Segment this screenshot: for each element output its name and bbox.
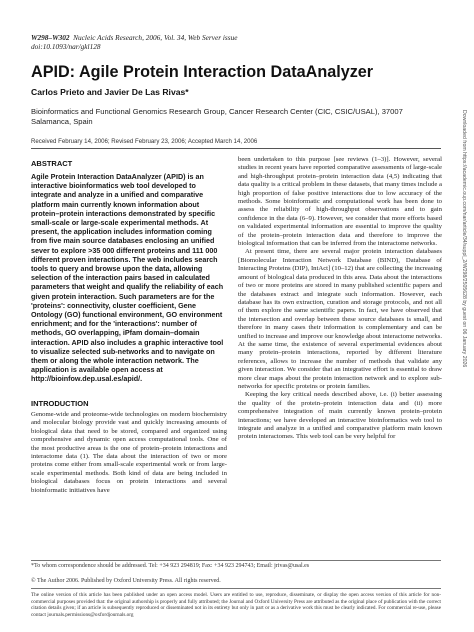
authors: Carlos Prieto and Javier De Las Rivas* [31, 87, 189, 97]
article-title: APID: Agile Protein Interaction DataAnalyzer [31, 63, 374, 81]
introduction-text: Genome-wide and proteome-wide technologies on modern biochemistry and molecular biology provide vast and quickly increasing amounts of biological data that need to be stored, compared and organized using comprehensive and dynamic open access computational tools. One of the most productive areas is the one of protein–protein interactions and interactome data (1). The data about the interaction of two or more proteins come either from small-scale experimental work or from large-scale experimental methods. Both kind of data are being included in biological databases focus on protein interactions and several bioinformatic initiatives have [31, 411, 227, 494]
introduction-heading: INTRODUCTION [31, 399, 89, 408]
header-divider [31, 148, 441, 149]
abstract-heading: ABSTRACT [31, 159, 73, 168]
license-divider [31, 588, 441, 589]
download-stamp: Downloaded from https://academic.oup.com/nar/article/34/suppl_2/W298/2505628 by guest on 06 January 2026 [461, 110, 467, 368]
journal-header [31, 33, 237, 51]
copyright-notice: © The Author 2006. Published by Oxford University Press. All rights reserved. [31, 578, 221, 584]
footnote-divider [31, 560, 441, 561]
right-column [238, 156, 442, 442]
doi: doi:10.1093/nar/gkl128 [31, 42, 101, 51]
paragraph: At present time, there are several major protein interaction databases [Biomolecular Interaction Network Database (BIND), Database of Interacting Proteins (DIP), IntAct] (10–12) that are collecting the increasing amount of biological data produced in this area. Data about the interactions of two or more proteins are stored in many published scientific papers and the databases extract and integrate such information. However, each database has its own extraction, curation and storage protocols, and not all of them explore the same scientific papers. In fact, we have observed that the intersection and overlap between these source databases is small, and therefore in many cases their information is complementary and can be unified to increase and improve our knowledge about interactome networks. At the same time, the existence of several experimental evidences about many protein–protein interactions, reported by different literature references, allows to increase the number of methods that validate any given interaction. We consider that an integrative effort is essential to draw more clear maps about the protein interaction network and to explore sub-networks for specific proteins or protein families. [238, 248, 442, 390]
journal-citation: Nucleic Acids Research, 2006, Vol. 34, Web Server issue [73, 33, 238, 42]
page-range: W298–W302 [31, 33, 70, 42]
open-access-license: The online version of this article has been published under an open access model. Users are entitled to use, reproduce, disseminate, or display the open access version of this article for non-commercial purposes provided that: the original authorship is properly and fully attributed; the Journal and Oxford University Press are attributed as the original place of publication with the correct citation details given; if an article is subsequently reproduced or disseminated not in its entirety but only in part or as a derivative work this must be clearly indicated. For commercial re-use, please contact journals.permissions@oxfordjournals.org [31, 592, 441, 618]
received-dates: Received February 14, 2006; Revised February 23, 2006; Accepted March 14, 2006 [31, 138, 258, 145]
paragraph: Keeping the key critical needs described above, i.e. (i) better assessing the quality of the protein–protein interaction data and (ii) more comprehensive integration of main currently known protein–protein interactions; we have developed an interactive bioinformatics web tool to integrate and analyze in a unified and comparative platform main known protein interactomes. This web tool can be very helpful for [238, 391, 442, 441]
correspondence-footnote: *To whom correspondence should be addressed. Tel: +34 923 294819; Fax: +34 923 294743; Email: jrivas@usal.es [31, 563, 310, 569]
abstract-text: Agile Protein Interaction DataAnalyzer (APID) is an interactive bioinformatics web tool developed to integrate and analyze in a unified and comparative platform main currently known information about protein–protein interactions demonstrated by specific small-scale or large-scale experimental methods. At present, the application includes information coming from five main source databases enclosing an unified sever to explore >35 000 different proteins and 111 000 different proven interactions. The web includes search tools to query and browse upon the data, allowing selection of the interaction pairs based in calculated parameters that weight and qualify the reliability of each given protein interaction. Such parameters are for the 'proteins': connectivity, cluster coefficient, Gene Ontology (GO) functional environment, GO environment enrichment; and for the 'interactions': number of methods, GO overlapping, iPfam domain–domain interaction. APID also includes a graphic interactive tool to visualize selected sub-networks and to navigate on them or along the whole interaction network. The application is available open access at http://bioinfow.dep.usal.es/apid/. [31, 172, 224, 384]
paragraph: been undertaken to this purpose [see reviews (1–3)]. However, several studies in recent years have reported comparative assessments of large-scale and high-throughput protein–protein interaction data (4,5) indicating that data quality is a critical problem in these datasets, that many times include a high proportion of false positive interactions due to low accuracy of the methods. Some bioinformatic and computational work has been done to assess the reliability of high-throughput observations and to gain confidence in the data (6–9). However, we consider that more efforts based on validated experimental information are essential to improve the quality of the protein–protein interaction data and therefore to improve the biological information that can be inferred from the interactome networks. [238, 156, 442, 248]
affiliation: Bioinformatics and Functional Genomics Research Group, Cancer Research Center (CIC, CSIC/USAL), 37007 Salamanca, Spain [31, 107, 403, 126]
